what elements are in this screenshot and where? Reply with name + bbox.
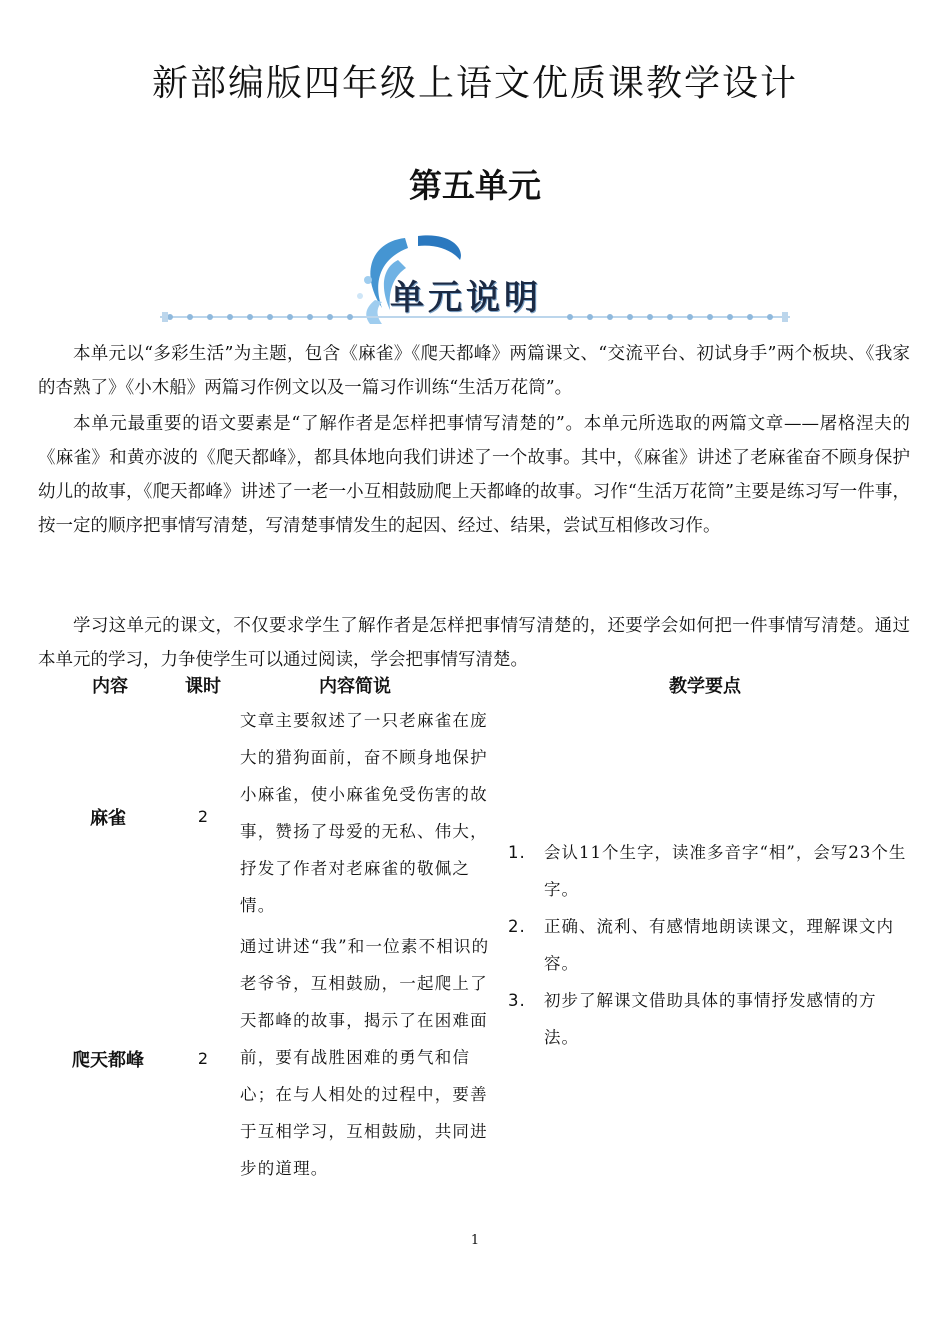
- teaching-point-number: 1.: [508, 843, 526, 862]
- teaching-point: [508, 908, 908, 982]
- teaching-point-number: 2.: [508, 917, 526, 936]
- unit-title: 第五单元: [409, 166, 541, 205]
- table-header-points: 教学要点: [669, 676, 741, 697]
- teaching-point-text: 会认11个生字，读准多音字“相”，会写23个生字。: [544, 843, 907, 899]
- lesson-hours: 2: [197, 1049, 209, 1068]
- teaching-points-list: [508, 834, 908, 1056]
- table-header-hours: 课时: [185, 676, 221, 697]
- lesson-name: 麻雀: [90, 808, 126, 829]
- teaching-point-text: 正确、流利、有感情地朗读课文，理解课文内容。: [544, 917, 894, 973]
- document-title: 新部编版四年级上语文优质课教学设计: [151, 63, 798, 104]
- lesson-summary: 通过讲述“我”和一位素不相识的老爷爷，互相鼓励，一起爬上了天都峰的故事，揭示了在困难面前，要有战胜困难的勇气和信心；在与人相处的过程中，要善于互相学习，互相鼓励，共同进步的道理。: [240, 937, 490, 1178]
- page-number: 1: [470, 1233, 480, 1248]
- paragraph-goals: 学习这单元的课文，不仅要求学生了解作者是怎样把事情写清楚的，还要学会如何把一件事情写清楚。通过本单元的学习，力争使学生可以通过阅读，学会把事情写清楚。: [38, 616, 910, 670]
- table-header-summary: 内容简说: [319, 676, 391, 697]
- teaching-point-text: 初步了解课文借助具体的事情抒发感情的方法。: [544, 991, 877, 1047]
- lesson-hours: 2: [197, 807, 209, 826]
- paragraph-intro: 本单元以“多彩生活”为主题，包含《麻雀》《爬天都峰》两篇课文、“交流平台、初试身手”两个板块、《我家的杏熟了》《小木船》两篇习作例文以及一篇习作训练“生活万花筒”。: [38, 344, 910, 398]
- teaching-point-number: 3.: [508, 991, 526, 1010]
- lesson-summary: 文章主要叙述了一只老麻雀在庞大的猎狗面前，奋不顾身地保护小麻雀，使小麻雀免受伤害的故事，赞扬了母爱的无私、伟大，抒发了作者对老麻雀的敬佩之情。: [240, 711, 488, 915]
- teaching-point: [508, 982, 908, 1056]
- banner-label: 单元说明: [390, 278, 542, 318]
- table-header-content: 内容: [92, 676, 128, 697]
- teaching-point: [508, 834, 908, 908]
- paragraph-elements: 本单元最重要的语文要素是“了解作者是怎样把事情写清楚的”。本单元所选取的两篇文章——屠格涅夫的《麻雀》和黄亦波的《爬天都峰》，都具体地向我们讲述了一个故事。其中，《麻雀》讲述了老麻雀奋不顾身保护幼儿的故事，《爬天都峰》讲述了一老一小互相鼓励爬上天都峰的故事。习作“生活万花筒”主要是练习写一件事，按一定的顺序把事情写清楚，写清楚事情发生的起因、经过、结果，尝试互相修改习作。: [38, 414, 910, 536]
- lesson-name: 爬天都峰: [72, 1050, 144, 1071]
